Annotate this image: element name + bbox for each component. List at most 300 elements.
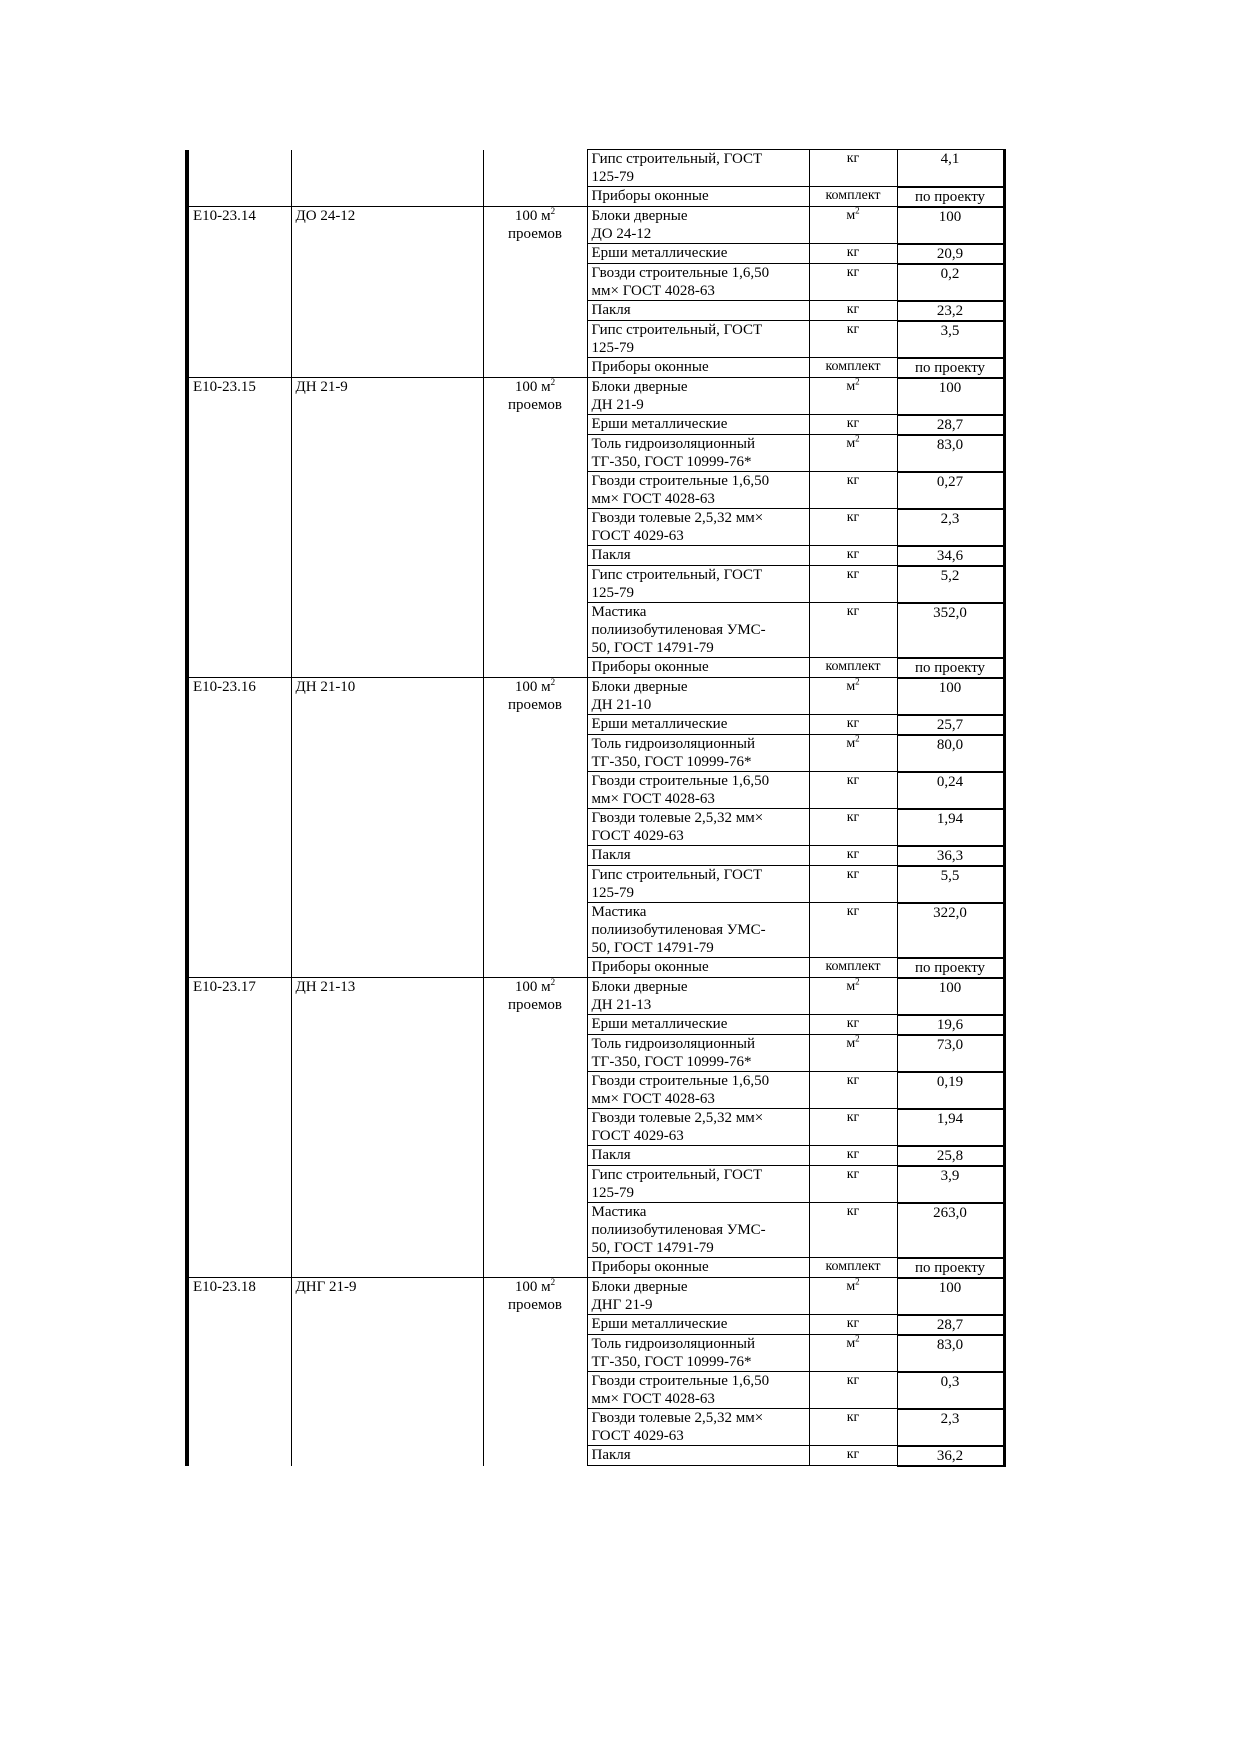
value-text: 352,0 <box>933 604 967 621</box>
text-line: Ерши металлические <box>591 716 728 732</box>
table-row <box>187 978 1004 1015</box>
resource-name <box>587 207 809 244</box>
text-line: Ерши металлические <box>591 416 728 432</box>
unit-superscript: 2 <box>855 433 860 444</box>
table-row <box>187 187 1004 207</box>
resource-unit <box>809 264 897 301</box>
resource-value <box>897 187 1004 207</box>
value-text: по проекту <box>914 659 986 676</box>
resource-value <box>897 415 1004 435</box>
text-line: Гипс строительный, ГОСТ <box>591 322 763 338</box>
value-text: 34,6 <box>936 547 964 564</box>
resource-name <box>587 658 809 678</box>
text-line: Гвозди толевые 2,5,32 мм× <box>591 1110 764 1126</box>
resource-value <box>897 978 1004 1015</box>
unit-text: м <box>846 1336 856 1351</box>
unit-text: кг <box>846 604 860 619</box>
resource-name <box>587 472 809 509</box>
text-line: ТГ-350, ГОСТ 10999-76* <box>591 1054 752 1070</box>
resource-unit <box>809 435 897 472</box>
resource-name <box>587 1166 809 1203</box>
unit-text: кг <box>846 716 860 731</box>
text-line: мм× ГОСТ 4028-63 <box>591 491 715 507</box>
meter-unit <box>483 1278 587 1466</box>
meter-unit-sub: проемов <box>508 997 562 1013</box>
resource-name <box>587 566 809 603</box>
resource-value <box>897 1146 1004 1166</box>
value-text: 73,0 <box>936 1036 964 1053</box>
resource-name <box>587 772 809 809</box>
value-text: 100 <box>938 379 962 396</box>
unit-text: кг <box>846 547 860 562</box>
table-row <box>187 207 1004 244</box>
text-line: Гипс строительный, ГОСТ <box>591 567 763 583</box>
text-line: Толь гидроизоляционный <box>591 1036 755 1052</box>
resource-name <box>587 546 809 566</box>
meter-unit <box>483 378 587 678</box>
resource-unit <box>809 678 897 715</box>
resource-value <box>897 1315 1004 1335</box>
resource-name <box>587 1035 809 1072</box>
value-text: по проекту <box>914 188 986 205</box>
text-line: полиизобутиленовая УМС- <box>591 1222 766 1238</box>
element-name <box>291 378 483 678</box>
meter-unit-sub: проемов <box>508 697 562 713</box>
meter-unit-superscript: 2 <box>550 206 556 216</box>
unit-text: кг <box>846 1147 860 1162</box>
value-text: 1,94 <box>936 1110 964 1127</box>
meter-unit-main: 100 м <box>514 379 551 395</box>
text-line: Толь гидроизоляционный <box>591 736 755 752</box>
text-line: ГОСТ 4029-63 <box>591 1428 684 1444</box>
text-line: ДН 21-13 <box>591 997 652 1013</box>
text-line: Толь гидроизоляционный <box>591 1336 755 1352</box>
text-line: Ерши металлические <box>591 245 728 261</box>
unit-text: кг <box>846 867 860 882</box>
unit-superscript: 2 <box>855 676 860 687</box>
text-line: Мастика <box>591 904 647 920</box>
unit-superscript: 2 <box>855 1333 860 1344</box>
value-text: 3,9 <box>940 1167 960 1184</box>
resource-value <box>897 958 1004 978</box>
resource-unit <box>809 958 897 978</box>
resource-unit <box>809 846 897 866</box>
norm-code-text: Е10-23.16 <box>193 679 256 695</box>
resource-unit <box>809 244 897 264</box>
meter-unit-main: 100 м <box>514 1279 551 1295</box>
unit-text: кг <box>846 302 860 317</box>
text-line: ДНГ 21-9 <box>591 1297 653 1313</box>
value-text: 83,0 <box>936 1336 964 1353</box>
resource-name <box>587 1109 809 1146</box>
resource-name <box>587 809 809 846</box>
resource-name <box>587 244 809 264</box>
text-line: Гипс строительный, ГОСТ <box>591 151 763 167</box>
value-text: 1,94 <box>936 810 964 827</box>
resource-unit <box>809 207 897 244</box>
text-line: Гипс строительный, ГОСТ <box>591 867 763 883</box>
resource-value <box>897 1015 1004 1035</box>
value-text: 19,6 <box>936 1016 964 1033</box>
resource-value <box>897 472 1004 509</box>
element-name-text: ДНГ 21-9 <box>295 1279 357 1295</box>
unit-text: комплект <box>825 359 881 374</box>
value-text: 100 <box>938 979 962 996</box>
element-name-text: ДО 24-12 <box>295 208 356 224</box>
resource-unit <box>809 1015 897 1035</box>
meter-unit-sub: проемов <box>508 1297 562 1313</box>
value-text: 0,19 <box>936 1073 964 1090</box>
value-text: 20,9 <box>936 245 964 262</box>
unit-text: комплект <box>825 959 881 974</box>
unit-text: м <box>846 736 856 751</box>
text-line: 50, ГОСТ 14791-79 <box>591 1240 714 1256</box>
text-line: Гвозди строительные 1,6,50 <box>591 773 770 789</box>
unit-text: м <box>846 436 856 451</box>
text-line: ТГ-350, ГОСТ 10999-76* <box>591 454 752 470</box>
resource-name <box>587 903 809 958</box>
resource-name <box>587 187 809 207</box>
resource-unit <box>809 866 897 903</box>
text-line: Блоки дверные <box>591 679 688 695</box>
resource-value <box>897 150 1004 187</box>
unit-text: м <box>846 208 856 223</box>
resource-value <box>897 658 1004 678</box>
text-line: Гвозди строительные 1,6,50 <box>591 1373 770 1389</box>
resource-unit <box>809 735 897 772</box>
unit-text: кг <box>846 1373 860 1388</box>
value-text: 2,3 <box>940 510 960 527</box>
resource-unit <box>809 509 897 546</box>
resource-name <box>587 150 809 187</box>
resource-name <box>587 358 809 378</box>
meter-unit-main: 100 м <box>514 679 551 695</box>
text-line: Приборы оконные <box>591 359 709 375</box>
resource-value <box>897 546 1004 566</box>
unit-text: комплект <box>825 659 881 674</box>
unit-text: кг <box>846 1204 860 1219</box>
unit-text: кг <box>846 1016 860 1031</box>
resource-name <box>587 1072 809 1109</box>
resource-value <box>897 1258 1004 1278</box>
resource-name <box>587 1203 809 1258</box>
text-line: Пакля <box>591 847 631 863</box>
text-line: Мастика <box>591 604 647 620</box>
unit-text: кг <box>846 265 860 280</box>
resource-value <box>897 378 1004 415</box>
meter-unit <box>483 678 587 978</box>
resource-unit <box>809 472 897 509</box>
resource-unit <box>809 378 897 415</box>
unit-text: кг <box>846 1073 860 1088</box>
unit-superscript: 2 <box>855 1276 860 1287</box>
value-text: 5,5 <box>940 867 960 884</box>
table-row <box>187 1278 1004 1315</box>
resource-value <box>897 772 1004 809</box>
code-cell-empty <box>187 187 291 207</box>
value-text: 28,7 <box>936 416 964 433</box>
value-text: 80,0 <box>936 736 964 753</box>
text-line: Гвозди строительные 1,6,50 <box>591 473 770 489</box>
text-line: Пакля <box>591 302 631 318</box>
value-text: 100 <box>938 1279 962 1296</box>
text-line: мм× ГОСТ 4028-63 <box>591 1391 715 1407</box>
resource-value <box>897 244 1004 264</box>
unit-text: кг <box>846 567 860 582</box>
resource-name <box>587 978 809 1015</box>
text-line: Гвозди толевые 2,5,32 мм× <box>591 810 764 826</box>
resource-unit <box>809 1166 897 1203</box>
resource-name <box>587 301 809 321</box>
resource-value <box>897 866 1004 903</box>
resource-value <box>897 1278 1004 1315</box>
unit-text: кг <box>846 1316 860 1331</box>
unit-text: кг <box>846 245 860 260</box>
element-name-text: ДН 21-10 <box>295 679 356 695</box>
element-name-text: ДН 21-9 <box>295 379 348 395</box>
meter-unit-sub: проемов <box>508 226 562 242</box>
resource-value <box>897 603 1004 658</box>
resource-unit <box>809 187 897 207</box>
resource-unit <box>809 1409 897 1446</box>
table-row <box>187 150 1004 187</box>
text-line: Блоки дверные <box>591 1279 688 1295</box>
resource-unit <box>809 358 897 378</box>
resource-value <box>897 715 1004 735</box>
resource-unit <box>809 1109 897 1146</box>
text-line: 125-79 <box>591 1185 634 1201</box>
resource-name <box>587 1446 809 1466</box>
resource-name <box>587 264 809 301</box>
resource-value <box>897 1109 1004 1146</box>
resource-name <box>587 415 809 435</box>
name-cell-empty <box>291 187 483 207</box>
text-line: ГОСТ 4029-63 <box>591 528 684 544</box>
resource-value <box>897 1203 1004 1258</box>
text-line: Толь гидроизоляционный <box>591 436 755 452</box>
element-name <box>291 978 483 1278</box>
resource-value <box>897 1372 1004 1409</box>
unit-text: м <box>846 679 856 694</box>
name-cell-empty <box>291 150 483 187</box>
text-line: 125-79 <box>591 340 634 356</box>
unit-text: кг <box>846 1447 860 1462</box>
text-line: мм× ГОСТ 4028-63 <box>591 283 715 299</box>
resource-name <box>587 321 809 358</box>
value-text: 0,27 <box>936 473 964 490</box>
resource-unit <box>809 546 897 566</box>
norm-code <box>187 678 291 978</box>
value-text: 36,3 <box>936 847 964 864</box>
unit-text: кг <box>846 847 860 862</box>
text-line: Гвозди толевые 2,5,32 мм× <box>591 1410 764 1426</box>
resource-unit <box>809 1258 897 1278</box>
unit-superscript: 2 <box>855 733 860 744</box>
text-line: мм× ГОСТ 4028-63 <box>591 791 715 807</box>
resource-unit <box>809 903 897 958</box>
text-line: ДО 24-12 <box>591 226 652 242</box>
meter-unit <box>483 978 587 1278</box>
value-text: 100 <box>938 679 962 696</box>
text-line: ГОСТ 4029-63 <box>591 1128 684 1144</box>
text-line: Ерши металлические <box>591 1316 728 1332</box>
resource-norms-table <box>185 149 1006 1467</box>
value-text: по проекту <box>914 1259 986 1276</box>
resource-name <box>587 678 809 715</box>
resource-value <box>897 1335 1004 1372</box>
unit-superscript: 2 <box>855 976 860 987</box>
element-name <box>291 207 483 378</box>
value-text: 0,24 <box>936 773 964 790</box>
resource-unit <box>809 1335 897 1372</box>
meter-unit-sub: проемов <box>508 397 562 413</box>
unit-cell-empty <box>483 150 587 187</box>
resource-value <box>897 903 1004 958</box>
meter-unit <box>483 207 587 378</box>
resource-name <box>587 378 809 415</box>
norm-code-text: Е10-23.18 <box>193 1279 256 1295</box>
text-line: 125-79 <box>591 585 634 601</box>
unit-text: кг <box>846 904 860 919</box>
unit-text: кг <box>846 1410 860 1425</box>
text-line: Блоки дверные <box>591 208 688 224</box>
resource-name <box>587 603 809 658</box>
value-text: 263,0 <box>933 1204 967 1221</box>
unit-text: кг <box>846 151 860 166</box>
resource-value <box>897 1166 1004 1203</box>
resource-name <box>587 1278 809 1315</box>
resource-unit <box>809 772 897 809</box>
text-line: полиизобутиленовая УМС- <box>591 622 766 638</box>
resource-value <box>897 678 1004 715</box>
norm-code-text: Е10-23.17 <box>193 979 256 995</box>
value-text: 83,0 <box>936 436 964 453</box>
resource-value <box>897 207 1004 244</box>
unit-text: кг <box>846 1110 860 1125</box>
unit-text: кг <box>846 510 860 525</box>
text-line: ГОСТ 4029-63 <box>591 828 684 844</box>
norm-code-text: Е10-23.15 <box>193 379 256 395</box>
unit-text: м <box>846 1279 856 1294</box>
resource-value <box>897 264 1004 301</box>
text-line: Приборы оконные <box>591 188 709 204</box>
resource-unit <box>809 658 897 678</box>
text-line: ДН 21-10 <box>591 697 652 713</box>
resource-unit <box>809 566 897 603</box>
meter-unit-superscript: 2 <box>550 1277 556 1287</box>
code-cell-empty <box>187 150 291 187</box>
meter-unit-main: 100 м <box>514 979 551 995</box>
resource-name <box>587 715 809 735</box>
unit-text: м <box>846 1036 856 1051</box>
text-line: Приборы оконные <box>591 1259 709 1275</box>
resource-value <box>897 846 1004 866</box>
unit-superscript: 2 <box>855 376 860 387</box>
unit-superscript: 2 <box>855 1033 860 1044</box>
resource-value <box>897 566 1004 603</box>
text-line: 125-79 <box>591 885 634 901</box>
text-line: 125-79 <box>591 169 634 185</box>
resource-value <box>897 1446 1004 1466</box>
norm-code <box>187 207 291 378</box>
resource-value <box>897 1409 1004 1446</box>
resource-name <box>587 735 809 772</box>
unit-superscript: 2 <box>855 205 860 216</box>
resource-value <box>897 1035 1004 1072</box>
text-line: Блоки дверные <box>591 979 688 995</box>
text-line: Приборы оконные <box>591 659 709 675</box>
meter-unit-superscript: 2 <box>550 677 556 687</box>
resource-unit <box>809 978 897 1015</box>
text-line: Гвозди строительные 1,6,50 <box>591 1073 770 1089</box>
resource-unit <box>809 150 897 187</box>
unit-text: комплект <box>825 188 881 203</box>
table-row <box>187 678 1004 715</box>
text-line: Мастика <box>591 1204 647 1220</box>
text-line: Пакля <box>591 1447 631 1463</box>
meter-unit-superscript: 2 <box>550 977 556 987</box>
value-text: 322,0 <box>933 904 967 921</box>
element-name <box>291 678 483 978</box>
resource-unit <box>809 715 897 735</box>
text-line: Гипс строительный, ГОСТ <box>591 1167 763 1183</box>
text-line: Пакля <box>591 1147 631 1163</box>
value-text: 5,2 <box>940 567 960 584</box>
resource-value <box>897 301 1004 321</box>
resource-name <box>587 1335 809 1372</box>
value-text: по проекту <box>914 359 986 376</box>
value-text: 4,1 <box>940 151 960 167</box>
resource-unit <box>809 301 897 321</box>
resource-unit <box>809 1203 897 1258</box>
resource-value <box>897 358 1004 378</box>
value-text: 0,2 <box>940 265 960 282</box>
resource-name <box>587 1372 809 1409</box>
unit-text: кг <box>846 473 860 488</box>
text-line: Блоки дверные <box>591 379 688 395</box>
text-line: 50, ГОСТ 14791-79 <box>591 640 714 656</box>
norm-code <box>187 978 291 1278</box>
unit-text: кг <box>846 416 860 431</box>
resource-unit <box>809 1035 897 1072</box>
resource-value <box>897 735 1004 772</box>
element-name-text: ДН 21-13 <box>295 979 356 995</box>
resource-unit <box>809 603 897 658</box>
unit-text: кг <box>846 810 860 825</box>
text-line: Гвозди строительные 1,6,50 <box>591 265 770 281</box>
resource-unit <box>809 1446 897 1466</box>
value-text: 3,5 <box>940 322 960 339</box>
resource-unit <box>809 1146 897 1166</box>
resource-value <box>897 435 1004 472</box>
resource-value <box>897 809 1004 846</box>
unit-text: м <box>846 979 856 994</box>
resource-unit <box>809 415 897 435</box>
text-line: Приборы оконные <box>591 959 709 975</box>
resource-name <box>587 1258 809 1278</box>
text-line: мм× ГОСТ 4028-63 <box>591 1091 715 1107</box>
resource-name <box>587 846 809 866</box>
resource-value <box>897 321 1004 358</box>
resource-value <box>897 1072 1004 1109</box>
value-text: 25,8 <box>936 1147 964 1164</box>
text-line: Пакля <box>591 547 631 563</box>
text-line: ДН 21-9 <box>591 397 644 413</box>
text-line: Ерши металлические <box>591 1016 728 1032</box>
resource-name <box>587 435 809 472</box>
resource-unit <box>809 1278 897 1315</box>
table-row <box>187 378 1004 415</box>
